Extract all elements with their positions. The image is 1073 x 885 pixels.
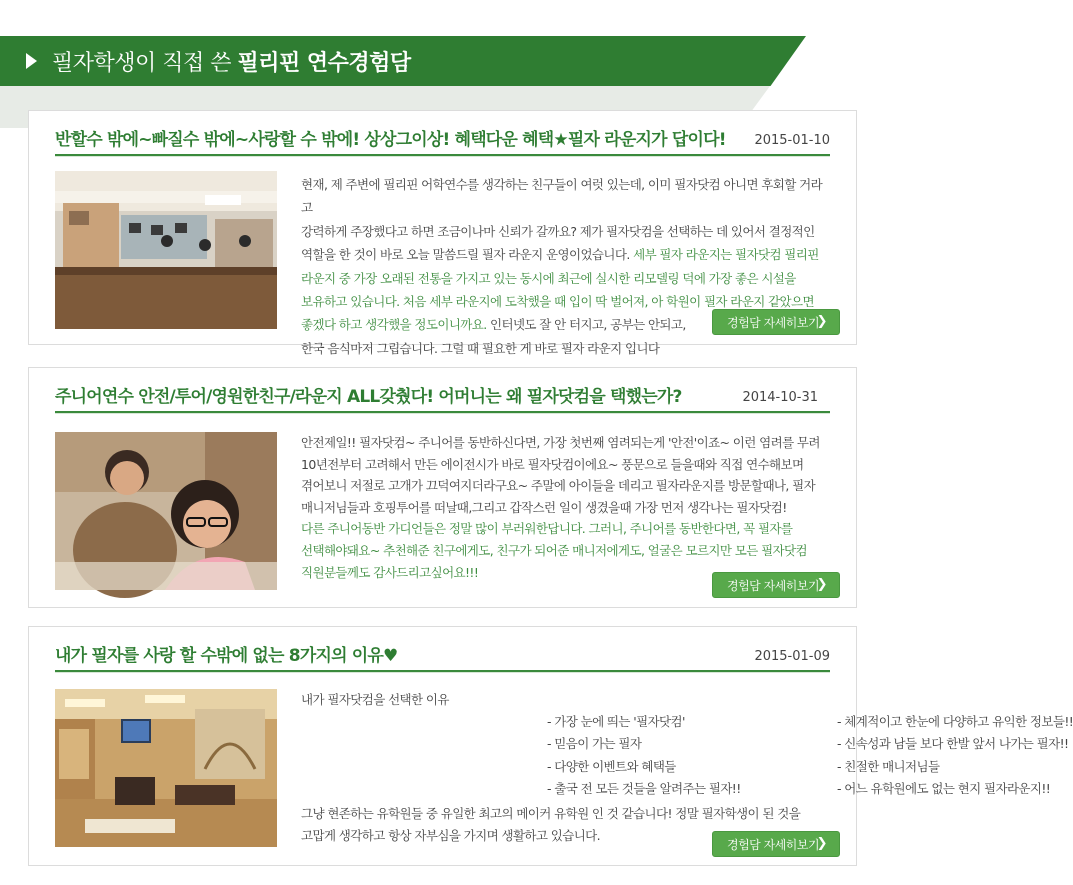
review-text: 안전제일!! 필자닷컴~ 주니어를 동반하신다면, 가장 첫번째 염려되는게 '안전'이죠~ 이런 염려를 무려 10년전부터 고려해서 만든 에이전시가 바로 필자닷컴이에요~ 풍문으로 들을때와 직접 연수해보며 겪어보니 저절로 고개가 끄덕여지더라구요~ 주말에 아이들을 데리고 필자라운지를 방문할때나, 필자 매니저님들과 호핑투어를 떠날때,그리고 갑작스런 일이 생겼을때 가장 먼저 생각나는 필자닷컴! 다른 주니어동반 가디언들은 정말 많이 부러워한답니다. 그러니, 주니어를 동반한다면, 꼭 필자를 선택해야돼요~ 추천해준 친구에게도, 친구가 되어준 매니저에게도, 얼굴은 모르지만 모든 필자닷컴 직원분들께도 감사드리고싶어요!!! <box>301 435 820 580</box>
reason-list-left: - 가장 눈에 띄는 '필자닷컴' - 믿음이 가는 필자 - 다양한 이벤트와 혜택들 - 출국 전 모든 것들을 알려주는 필자!! <box>547 714 741 797</box>
review-text: 현재, 제 주변에 필리핀 어학연수를 생각하는 친구들이 여럿 있는데, 이미 필자닷컴 아니면 후회할 거라고 강력하게 주장했다고 하면 조금이나마 신뢰가 갈까요? 제가 필자닷컴을 선택하는 데 있어서 결정적인 역할을 한 것이 바로 오늘 말씀드릴 필자 라운지 운영이었습니다. 세부 필자 라운지는 필자닷컴 필리핀 라운지 중 가장 오래된 전통을 가지고 있는 동시에 최근에 실시한 리모델링 덕에 가장 좋은 시설을 보유하고 있습니다. 처음 세부 라운지에 도착했을 때 입이 딱 벌어져, 아 학원이 필자 라운지 같았으면 좋겠다 하고 생각했을 정도이니까요. 인터넷도 잘 안 터지고, 공부는 안되고, 한국 음식마저 그립습니다. 그럴 때 필요한 게 바로 필자 라운지 입니다 <box>301 177 823 356</box>
review-date: 2014-10-31 <box>742 390 818 405</box>
read-more-button[interactable]: 경험담 자세히보기 ❯ <box>712 831 840 857</box>
title-divider <box>55 411 830 413</box>
review-card-3 <box>28 626 1073 866</box>
lounge-photo[interactable] <box>55 171 277 329</box>
read-more-button[interactable]: 경험담 자세히보기 ❯ <box>712 572 840 598</box>
review-date: 2015-01-10 <box>754 133 830 148</box>
chevron-right-icon: ❯ <box>816 314 827 329</box>
review-title[interactable]: 주니어연수 안전/투어/영원한친구/라운지 ALL갖췄다! 어머니는 왜 필자닷컴을 택했는가? <box>55 387 682 407</box>
review-title[interactable]: 내가 필자를 사랑 할 수밖에 없는 8가지의 이유♥ <box>55 646 398 666</box>
play-arrow-icon <box>26 53 37 69</box>
title-divider <box>55 154 830 156</box>
review-date: 2015-01-09 <box>754 649 830 664</box>
review-card-1 <box>28 110 857 356</box>
lounge-interior-photo[interactable] <box>55 689 277 847</box>
section-banner <box>0 36 810 92</box>
read-more-button[interactable]: 경험담 자세히보기 ❯ <box>712 309 840 335</box>
review-text: 내가 필자닷컴을 선택한 이유 - 가장 눈에 띄는 '필자닷컴' - 믿음이 가는 필자 - 다양한 이벤트와 혜택들 - 출국 전 모든 것들을 알려주는 필자!! - 체계적이고 한눈에 다양하고 유익한 정보들!! - 신속성과 남들 보다 한발 앞서 나가는 필자!! - 친절한 매니저님들 - 어느 유학원에도 없는 현지 필자라운지!! 그냥 현존하는 유학원들 중 유일한 최고의 메이커 유학원 인 것 같습니다! 정말 필자학생이 된 것을 고맙게 생각하고 항상 자부심을 가지며 생활하고 있습니다. <box>301 692 1073 844</box>
review-card-2 <box>28 367 857 608</box>
kids-photo[interactable] <box>55 432 277 590</box>
reason-list-right: - 체계적이고 한눈에 다양하고 유익한 정보들!! - 신속성과 남들 보다 한발 앞서 나가는 필자!! - 친절한 매니저님들 - 어느 유학원에도 없는 현지 필자라운지!! <box>837 714 1073 797</box>
review-title[interactable]: 반할수 밖에~빠질수 밖에~사랑할 수 밖에! 상상그이상! 혜택다운 혜택★필자 라운지가 답이다! <box>55 130 726 150</box>
chevron-right-icon: ❯ <box>816 836 827 851</box>
banner-title: 필자학생이 직접 쓴 필리핀 연수경험담 <box>52 51 411 76</box>
chevron-right-icon: ❯ <box>816 577 827 592</box>
title-divider <box>55 670 830 672</box>
